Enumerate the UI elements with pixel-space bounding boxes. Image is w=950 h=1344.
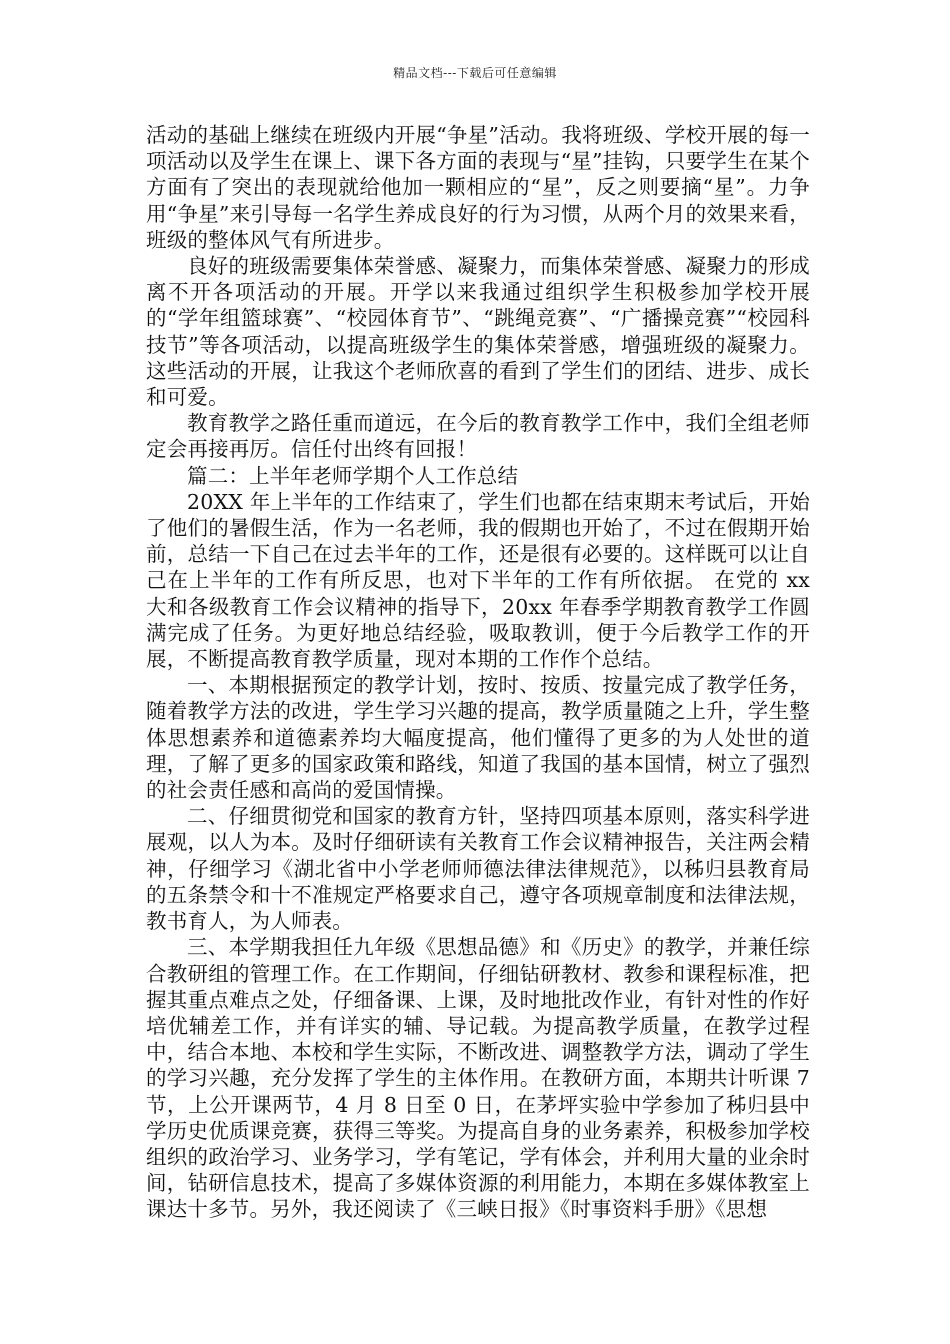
section-heading: 篇二：上半年老师学期个人工作总结 xyxy=(187,463,519,488)
paragraph: 活动的基础上继续在班级内开展“争星”活动。我将班级、学校开展的每一项活动以及学生在课上、课下各方面的表现与“星”挂钩，只要学生在某个方面有了突出的表现就给他加一颗相应的“星”，反之则要摘“星”。力争用“争星”来引导每一名学生养成良好的行为习惯，从两个月的效果来看，班级的整体风气有所进步。 xyxy=(146,123,810,252)
paragraph: 三、本学期我担任九年级《思想品德》和《历史》的教学，并兼任综合教研组的管理工作。在工作期间，仔细钻研教材、教参和课程标准，把握其重点难点之处，仔细备课、上课，及时地批改作业，有针对性的作好培优辅差工作，并有详实的辅、导记载。为提高教学质量，在教学过程中，结合本地、本校和学生实际，不断改进、调整教学方法，调动了学生的学习兴趣，充分发挥了学生的主体作用。在教研方面，本期共计听课 7 节，上公开课两节，4 月 8 日至 0 日，在茅坪实验中学参加了秭归县中学历史优质课竞赛，获得三等奖。为提高自身的业务素养，积极参加学校组织的政治学习、业务学习，学有笔记，学有体会，并利用大量的业余时间，钻研信息技术，提高了多媒体资源的利用能力，本期在多媒体教室上课达十多节。另外，我还阅读了《三峡日报》《时事资料手册》《思想 xyxy=(146,935,810,1222)
paragraph: 良好的班级需要集体荣誉感、凝聚力，而集体荣誉感、凝聚力的形成离不开各项活动的开展。开学以来我通过组织学生积极参加学校开展的“学年组篮球赛”、“校园体育节”、“跳绳竞赛”、“广播操竞赛”“校园科技节”等各项活动，以提高班级学生的集体荣誉感，增强班级的凝聚力。这些活动的开展，让我这个老师欣喜的看到了学生们的团结、进步、成长和可爱。 xyxy=(146,254,810,410)
paragraph: 二、仔细贯彻党和国家的教育方针，坚持四项基本原则，落实科学进展观，以人为本。及时仔细研读有关教育工作会议精神报告，关注两会精神，仔细学习《湖北省中小学老师师德法律法律规范》，以秭归县教育局的五条禁令和十不准规定严格要求自己，遵守各项规章制度和法律法规，教书育人，为人师表。 xyxy=(146,804,810,934)
document-body xyxy=(146,122,810,1223)
page-header: 精品文档---下载后可任意编辑 xyxy=(393,66,557,80)
paragraph: 教育教学之路任重而道远，在今后的教育教学工作中，我们全组老师定会再接再厉。信任付出终有回报！ xyxy=(146,411,810,462)
paragraph: 20XX 年上半年的工作结束了，学生们也都在结束期末考试后，开始了他们的暑假生活，作为一名老师，我的假期也开始了，不过在假期开始前，总结一下自己在过去半年的工作，还是很有必要的。这样既可以让自己在上半年的工作有所反思，也对下半年的工作有所依据。 在党的 xx 大和各级教育工作会议精神的指导下，20xx 年春季学期教育教学工作圆满完成了任务。为更好地总结经验，吸取教训，便于今后教学工作的开展，不断提高教育教学质量，现对本期的工作作个总结。 xyxy=(146,489,810,672)
paragraph: 一、本期根据预定的教学计划，按时、按质、按量完成了教学任务，随着教学方法的改进，学生学习兴趣的提高，教学质量随之上升，学生整体思想素养和道德素养均大幅度提高，他们懂得了更多的为人处世的道理，了解了更多的国家政策和路线，知道了我国的基本国情，树立了强烈的社会责任感和高尚的爱国情操。 xyxy=(146,673,810,803)
